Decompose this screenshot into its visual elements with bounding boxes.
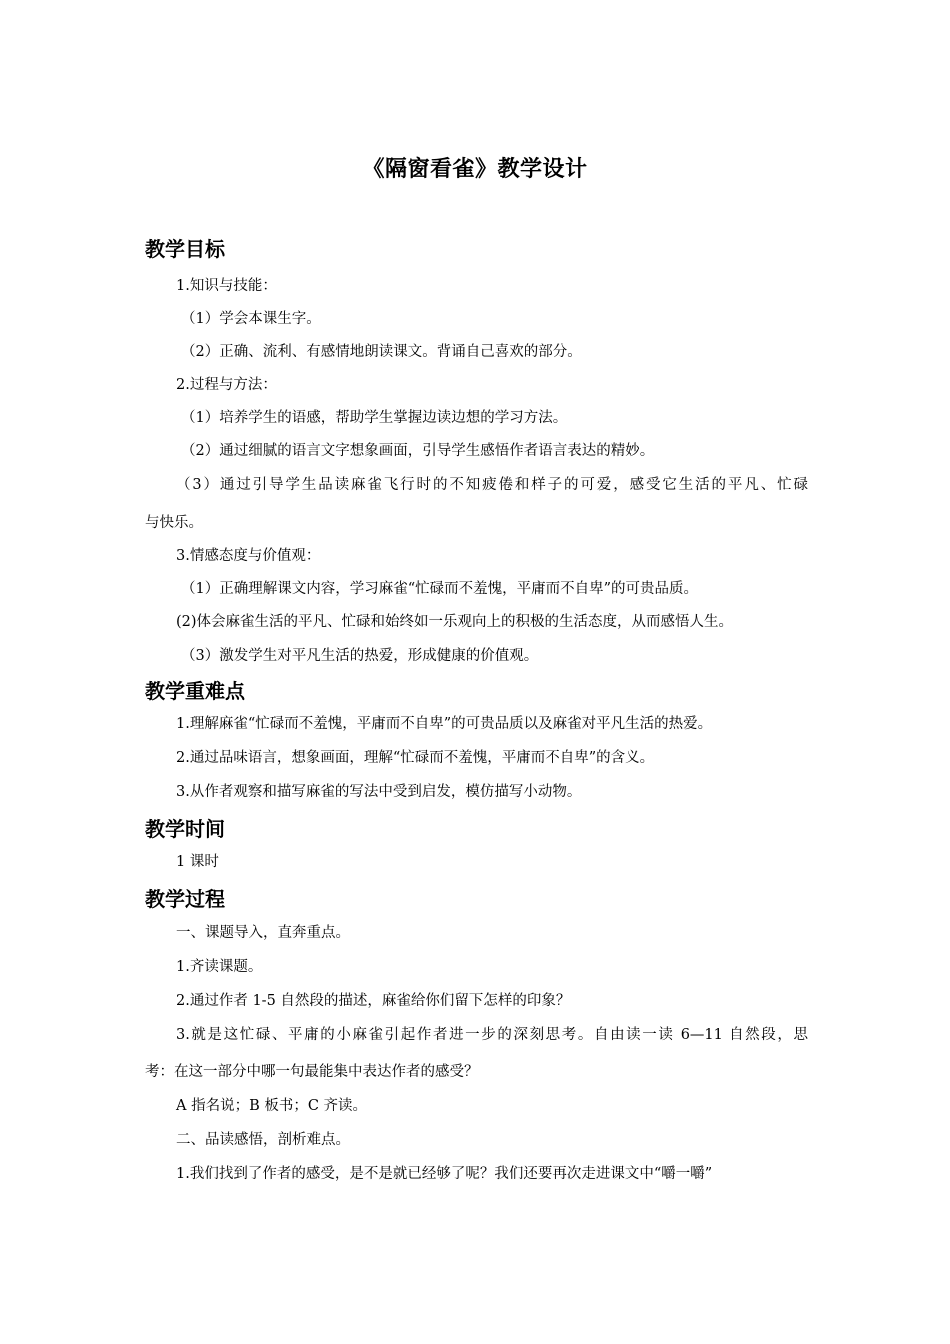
paragraph: 2.过程与方法： <box>176 377 277 393</box>
section-heading-goals: 教学目标 <box>145 237 225 261</box>
paragraph: 1 课时 <box>176 854 219 870</box>
paragraph: （3）激发学生对平凡生活的热爱，形成健康的价值观。 <box>181 648 539 664</box>
paragraph: 3.情感态度与价值观： <box>176 548 321 564</box>
paragraph: 二、品读感悟，剖析难点。 <box>176 1132 350 1148</box>
paragraph: （3）通过引导学生品读麻雀飞行时的不知疲倦和样子的可爱，感受它生活的平凡、忙碌 <box>176 477 808 493</box>
section-heading-keypoints: 教学重难点 <box>145 679 245 703</box>
paragraph: 2.通过作者 1-5 自然段的描述，麻雀给你们留下怎样的印象？ <box>176 993 571 1009</box>
paragraph: 一、课题导入，直奔重点。 <box>176 925 350 941</box>
section-heading-process: 教学过程 <box>145 887 225 911</box>
paragraph: 考：在这一部分中哪一句最能集中表达作者的感受？ <box>145 1064 479 1080</box>
paragraph: 1.我们找到了作者的感受，是不是就已经够了呢？我们还要再次走进课文中“嚼一嚼” <box>176 1166 713 1182</box>
paragraph: （2）正确、流利、有感情地朗读课文。背诵自己喜欢的部分。 <box>181 344 582 360</box>
section-heading-time: 教学时间 <box>145 817 225 841</box>
paragraph: 3.就是这忙碌、平庸的小麻雀引起作者进一步的深刻思考。自由读一读 6—11 自然段，思 <box>176 1027 808 1043</box>
paragraph: A 指名说；B 板书；C 齐读。 <box>176 1098 368 1114</box>
paragraph: （1）正确理解课文内容，学习麻雀“忙碌而不羞愧，平庸而不自卑”的可贵品质。 <box>181 581 699 597</box>
paragraph: 与快乐。 <box>145 515 203 531</box>
document-title: 《隔窗看雀》教学设计 <box>362 157 588 182</box>
paragraph: 1.理解麻雀“忙碌而不羞愧，平庸而不自卑”的可贵品质以及麻雀对平凡生活的热爱。 <box>176 716 713 732</box>
paragraph: （1）培养学生的语感，帮助学生掌握边读边想的学习方法。 <box>181 410 568 426</box>
paragraph: 3.从作者观察和描写麻雀的写法中受到启发，模仿描写小动物。 <box>176 784 582 800</box>
paragraph: 1.齐读课题。 <box>176 959 263 975</box>
paragraph: （2）通过细腻的语言文字想象画面，引导学生感悟作者语言表达的精妙。 <box>181 443 655 459</box>
paragraph: （1）学会本课生字。 <box>181 311 321 327</box>
paragraph: 1.知识与技能： <box>176 278 277 294</box>
paragraph: 2.通过品味语言，想象画面，理解“忙碌而不羞愧，平庸而不自卑”的含义。 <box>176 750 655 766</box>
paragraph: (2)体会麻雀生活的平凡、忙碌和始终如一乐观向上的积极的生活态度，从而感悟人生。 <box>176 614 734 630</box>
